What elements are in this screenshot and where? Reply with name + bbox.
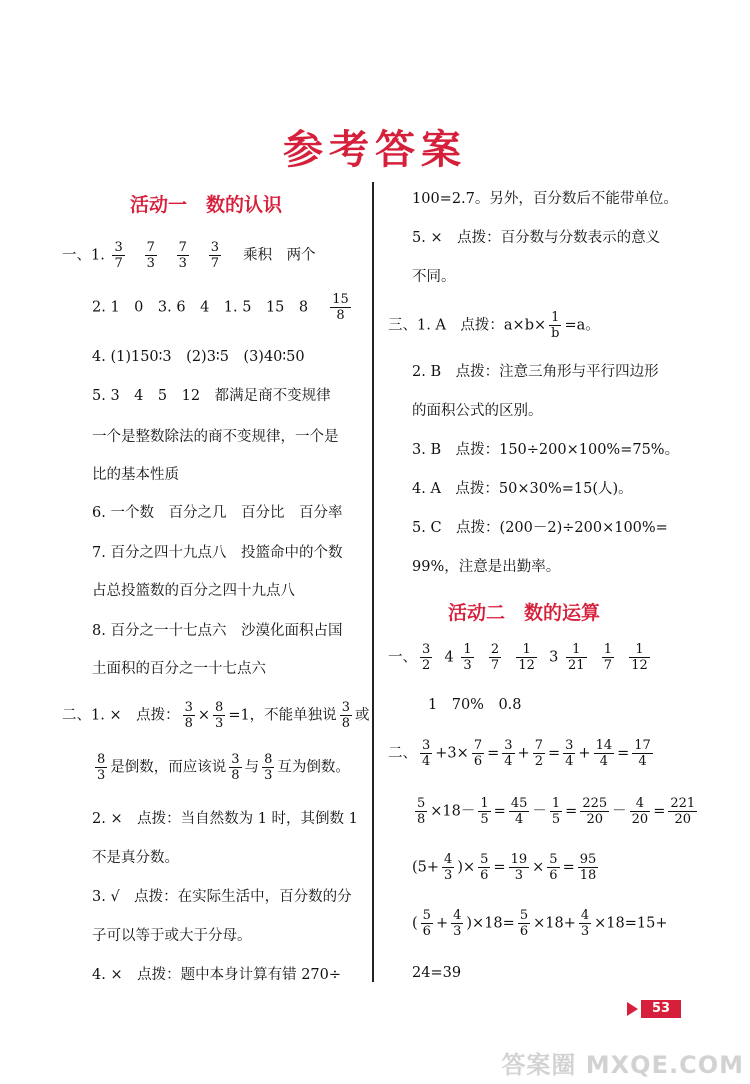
fraction: $\frac{8}{3}$ xyxy=(215,700,224,731)
fraction: $\frac{3}{7}$ xyxy=(114,240,123,271)
answer-line xyxy=(92,752,350,783)
fraction: $\frac{3}{2}$ xyxy=(422,642,431,673)
page-number: 53 xyxy=(641,1000,681,1018)
answer-text: =1，不能单独说 xyxy=(228,707,337,724)
fraction: $\frac{17}{4}$ xyxy=(634,738,651,769)
page-number-badge xyxy=(627,1000,681,1018)
answer-text: ×18－ xyxy=(430,803,476,820)
answer-text: = xyxy=(562,859,575,876)
fraction: $\frac{3}{4}$ xyxy=(504,738,513,769)
answer-text: 一、 xyxy=(388,649,417,666)
answer-line: 100=2.7。另外，百分数后不能带单位。 xyxy=(412,191,678,207)
answer-line xyxy=(62,240,316,271)
fraction: $\frac{1}{5}$ xyxy=(551,796,561,827)
answer-text: － xyxy=(532,803,547,820)
answer-text: + xyxy=(435,915,449,932)
section-heading-activity-1: 活动一 数的认识 xyxy=(130,194,283,216)
answer-text: 或 xyxy=(354,707,370,724)
answer-line xyxy=(412,908,667,939)
fraction: $\frac{3}{8}$ xyxy=(341,700,350,731)
page-title: 参考答案 xyxy=(283,127,467,173)
answer-line: 不同。 xyxy=(412,269,456,285)
fraction: $\frac{4}{3}$ xyxy=(580,908,590,939)
fraction: $\frac{4}{3}$ xyxy=(444,852,453,883)
fraction: $\frac{3}{4}$ xyxy=(565,738,574,769)
answer-line: 4. A 点拨：50×30%=15(人)。 xyxy=(412,481,633,497)
answer-line: 4. × 点拨：题中本身计算有错 270÷ xyxy=(92,967,342,983)
answer-text: = xyxy=(565,803,578,820)
answer-text: 三、1. A 点拨：a×b× xyxy=(388,317,547,334)
fraction: $\frac{5}{6}$ xyxy=(519,908,529,939)
answer-text: = xyxy=(547,745,561,762)
answer-text: 乘积 两个 xyxy=(228,247,316,264)
fraction: $\frac{1}{21}$ xyxy=(567,642,585,673)
answer-text: － xyxy=(612,803,627,820)
answer-line: 5. × 点拨：百分数与分数表示的意义 xyxy=(412,230,661,246)
watermark-logo: 答案圈 MXQE.COM xyxy=(501,1051,744,1079)
answer-line: 4. (1)150∶3 (2)3∶5 (3)40∶50 xyxy=(92,349,305,365)
fraction: $\frac{3}{4}$ xyxy=(422,738,431,769)
fraction: $\frac{7}{3}$ xyxy=(146,240,155,271)
answer-text: )× xyxy=(457,859,476,876)
answer-line: 比的基本性质 xyxy=(92,467,179,483)
answer-text: = xyxy=(493,803,506,820)
answer-line: 2. × 点拨：当自然数为 1 时，其倒数 1 xyxy=(92,811,358,827)
answer-line: 6. 一个数 百分之几 百分比 百分率 xyxy=(92,505,343,521)
answer-text: = xyxy=(617,745,630,762)
fraction: $\frac{1}{5}$ xyxy=(480,796,489,827)
fraction: $\frac{5}{6}$ xyxy=(549,852,558,883)
answer-text: ( xyxy=(412,915,418,932)
answer-text: 二、 xyxy=(388,745,417,762)
answer-line xyxy=(412,852,601,883)
fraction: $\frac{19}{3}$ xyxy=(510,852,528,883)
answer-line: 99%，注意是出勤率。 xyxy=(412,559,561,575)
fraction: $\frac{221}{20}$ xyxy=(670,796,696,827)
answer-text: +3× xyxy=(435,745,469,762)
answer-text: 3 xyxy=(549,649,559,666)
fraction: $\frac{4}{3}$ xyxy=(453,908,462,939)
answer-line: 一个是整数除法的商不变规律，一个是 xyxy=(92,429,339,445)
answer-line xyxy=(92,292,354,323)
answer-label: 一、1. xyxy=(62,247,105,264)
answer-line: 3. B 点拨：150÷200×100%=75%。 xyxy=(412,442,680,458)
answer-line xyxy=(388,738,656,769)
answer-text: 2. 1 0 3. 6 4 1. 5 15 8 xyxy=(92,299,323,316)
answer-text: 二、1. × 点拨： xyxy=(62,707,180,724)
fraction: $\frac{2}{7}$ xyxy=(490,642,500,673)
arrow-icon xyxy=(627,1002,638,1016)
answer-text: × xyxy=(532,859,545,876)
answer-text: )×18= xyxy=(466,915,515,932)
fraction: $\frac{225}{20}$ xyxy=(582,796,608,827)
answer-line: 占总投篮数的百分之四十九点八 xyxy=(92,583,295,599)
answer-text: ×18=15+ xyxy=(594,915,668,932)
answer-text: = xyxy=(493,859,506,876)
answer-line: 的面积公式的区别。 xyxy=(412,403,543,419)
fraction: $\frac{8}{3}$ xyxy=(264,752,273,783)
answer-text: 4 xyxy=(444,649,454,666)
answer-line: 2. B 点拨：注意三角形与平行四边形 xyxy=(412,364,659,380)
fraction: $\frac{7}{2}$ xyxy=(534,738,543,769)
fraction: $\frac{1}{b}$ xyxy=(551,310,560,341)
answer-text: = xyxy=(653,803,666,820)
answer-text: × xyxy=(197,707,211,724)
fraction: $\frac{7}{3}$ xyxy=(178,240,187,271)
answer-text: =a。 xyxy=(564,317,600,334)
fraction: $\frac{95}{18}$ xyxy=(579,852,597,883)
answer-line: 子可以等于或大于分母。 xyxy=(92,928,252,944)
fraction: $\frac{1}{12}$ xyxy=(518,642,535,673)
answer-line: 不是真分数。 xyxy=(92,850,179,866)
answer-text: = xyxy=(487,745,500,762)
answer-line xyxy=(412,796,700,827)
column-divider xyxy=(372,182,374,982)
answer-text: 是倒数，而应该说 xyxy=(110,759,227,776)
answer-line: 3. √ 点拨：在实际生活中，百分数的分 xyxy=(92,889,352,905)
fraction: $\frac{3}{7}$ xyxy=(210,240,220,271)
fraction: $\frac{4}{20}$ xyxy=(631,796,649,827)
answer-line xyxy=(388,642,653,673)
answer-text: 互为倒数。 xyxy=(277,759,350,776)
answer-line: 5. C 点拨：(200－2)÷200×100%= xyxy=(412,520,668,536)
answer-line xyxy=(388,310,600,341)
answer-line: 24=39 xyxy=(412,965,462,981)
answer-line: 8. 百分之一十七点六 沙漠化面积占国 xyxy=(92,623,343,639)
section-heading-activity-2: 活动二 数的运算 xyxy=(448,602,601,624)
fraction: $\frac{5}{6}$ xyxy=(422,908,431,939)
answer-text: + xyxy=(517,745,530,762)
fraction: $\frac{8}{3}$ xyxy=(97,752,106,783)
fraction: $\frac{14}{4}$ xyxy=(595,738,613,769)
answer-text: (5+ xyxy=(412,859,440,876)
answer-line: 5. 3 4 5 12 都满足商不变规律 xyxy=(92,388,331,404)
fraction: $\frac{1}{7}$ xyxy=(603,642,612,673)
fraction: $\frac{5}{8}$ xyxy=(417,796,426,827)
answer-text: + xyxy=(578,745,591,762)
fraction: $\frac{7}{6}$ xyxy=(473,738,483,769)
answer-line xyxy=(62,700,369,731)
answer-line: 土面积的百分之一十七点六 xyxy=(92,661,266,677)
fraction: $\frac{1}{3}$ xyxy=(463,642,472,673)
fraction: $\frac{15}{8}$ xyxy=(332,292,349,323)
fraction: $\frac{3}{8}$ xyxy=(184,700,193,731)
answer-line: 7. 百分之四十九点八 投篮命中的个数 xyxy=(92,545,343,561)
answer-text: ×18+ xyxy=(533,915,576,932)
answer-text: 与 xyxy=(244,759,260,776)
fraction: $\frac{3}{8}$ xyxy=(231,752,240,783)
answer-line: 1 70% 0.8 xyxy=(428,697,522,713)
fraction: $\frac{5}{6}$ xyxy=(480,852,489,883)
fraction: $\frac{1}{12}$ xyxy=(631,642,648,673)
fraction: $\frac{45}{4}$ xyxy=(510,796,528,827)
